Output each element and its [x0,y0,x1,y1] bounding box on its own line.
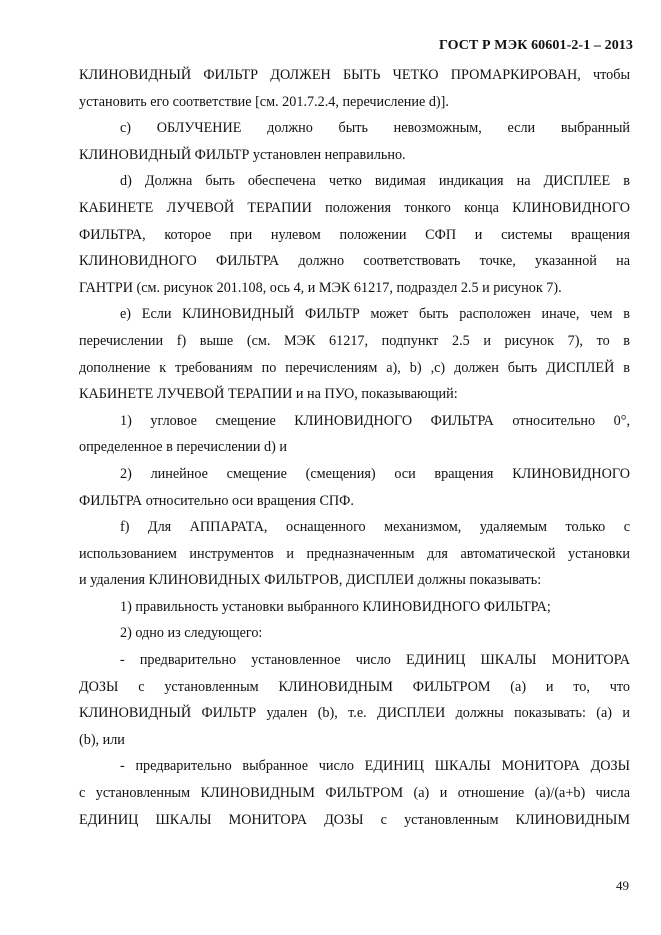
text-line: c) ОБЛУЧЕНИЕ должно быть невозможным, если выбранный [120,120,630,137]
page-number: 49 [616,878,629,893]
text-line: КАБИНЕТЕ ЛУЧЕВОЙ ТЕРАПИИ и на ПУО, показывающий: [79,386,458,403]
text-line: КЛИНОВИДНЫЙ ФИЛЬТР установлен неправильно. [79,146,406,163]
text-line: и удаления КЛИНОВИДНЫХ ФИЛЬТРОВ, ДИСПЛЕИ должны показывать: [79,572,542,589]
text-line: 1) правильность установки выбранного КЛИНОВИДНОГО ФИЛЬТРА; [120,598,551,615]
text-line: установить его соответствие [см. 201.7.2.4, перечисление d)]. [79,93,449,110]
text-line: с установленным КЛИНОВИДНЫМ ФИЛЬТРОМ (a) и отношение (a)/(a+b) числа [79,785,630,802]
text-line: 2) линейное смещение (смещения) оси вращения КЛИНОВИДНОГО [120,465,630,482]
text-line: перечислении f) выше (см. МЭК 61217, подпункт 2.5 и рисунок 7), то в [79,332,630,349]
document-header: ГОСТ Р МЭК 60601-2-1 – 2013 [438,38,633,53]
text-line: ФИЛЬТРА относительно оси вращения СПФ. [79,492,354,509]
text-line: ЕДИНИЦ ШКАЛЫ МОНИТОРА ДОЗЫ с установленным КЛИНОВИДНЫМ [79,811,630,828]
text-line: использованием инструментов и предназначенным для автоматической установки [79,545,630,562]
text-line: КЛИНОВИДНЫЙ ФИЛЬТР ДОЛЖЕН БЫТЬ ЧЕТКО ПРОМАРКИРОВАН, чтобы [79,67,630,83]
text-line: КЛИНОВИДНЫЙ ФИЛЬТР удален (b), т.е. ДИСПЛЕИ должны показывать: (a) и [79,705,630,722]
text-line: e) Если КЛИНОВИДНЫЙ ФИЛЬТР может быть расположен иначе, чем в [120,306,630,323]
text-line: определенное в перечислении d) и [79,439,287,456]
document-body [79,62,630,833]
text-line: КЛИНОВИДНОГО ФИЛЬТРА должно соответствовать точке, указанной на [79,253,630,270]
text-line: ГАНТРИ (см. рисунок 201.108, ось 4, и МЭК 61217, подраздел 2.5 и рисунок 7). [79,279,562,296]
text-line: (b), или [79,731,125,748]
text-line: ДОЗЫ с установленным КЛИНОВИДНЫМ ФИЛЬТРОМ (a) и то, что [79,678,630,695]
text-line: 1) угловое смещение КЛИНОВИДНОГО ФИЛЬТРА относительно 0°, [120,412,630,429]
text-line: ФИЛЬТРА, которое при нулевом положении СФП и системы вращения [79,226,630,243]
text-line: дополнение к требованиям по перечислениям a), b) ,c) должен быть ДИСПЛЕЙ в [79,359,630,376]
text-line: КАБИНЕТЕ ЛУЧЕВОЙ ТЕРАПИИ положения тонкого конца КЛИНОВИДНОГО [79,199,630,216]
text-line: d) Должна быть обеспечена четко видимая индикация на ДИСПЛЕЕ в [120,173,630,190]
text-line: f) Для АППАРАТА, оснащенного механизмом, удаляемым только с [120,519,630,536]
text-line: - предварительно установленное число ЕДИНИЦ ШКАЛЫ МОНИТОРА [120,652,630,669]
text-line: 2) одно из следующего: [120,625,263,642]
text-line: - предварительно выбранное число ЕДИНИЦ ШКАЛЫ МОНИТОРА ДОЗЫ [120,758,630,775]
